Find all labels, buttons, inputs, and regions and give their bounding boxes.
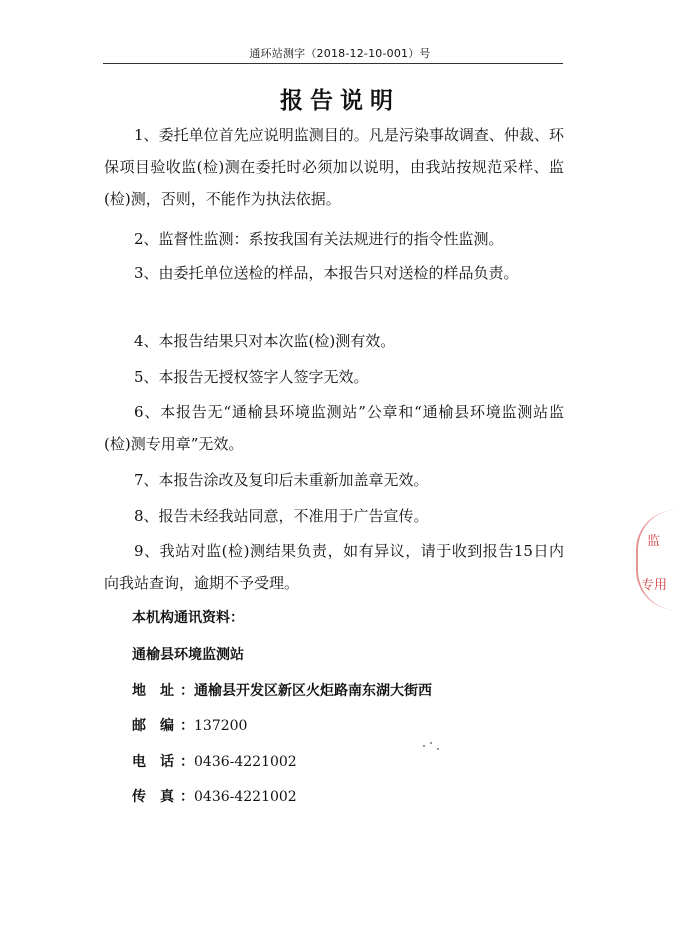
list-item-8: 8、报告未经我站同意，不准用于广告宣传。 bbox=[134, 507, 429, 525]
phone-label: 电 话 bbox=[132, 754, 174, 770]
list-item-6: 6、本报告无“通榆县环境监测站”公章和“通榆县环境监测站监(检)测专用章”无效。 bbox=[104, 403, 564, 453]
list-item-3: 3、由委托单位送检的样品，本报告只对送检的样品负责。 bbox=[134, 264, 519, 282]
list-item-1: 1、委托单位首先应说明监测目的。凡是污染事故调查、仲裁、环保项目验收监(检)测在委托时必须加以说明，由我站按规范采样、监(检)测，否则，不能作为执法依据。 bbox=[104, 126, 564, 208]
list-item-9: 9、我站对监(检)测结果负责，如有异议，请于收到报告15日内向我站查询，逾期不予受理。 bbox=[104, 542, 564, 592]
stamp-text-bottom: 专用 bbox=[641, 578, 668, 593]
contact-heading: 本机构通讯资料： bbox=[132, 610, 244, 626]
postcode-value: 137200 bbox=[194, 718, 248, 734]
header-divider bbox=[103, 63, 563, 64]
scan-speck bbox=[437, 748, 439, 750]
list-item-7: 7、本报告涂改及复印后未重新加盖章无效。 bbox=[134, 471, 429, 489]
scan-speck bbox=[423, 745, 425, 747]
stamp-fragment bbox=[636, 510, 680, 610]
phone-value: 0436-4221002 bbox=[194, 754, 297, 770]
postcode-row: 邮 编 ：137200 bbox=[132, 715, 247, 735]
document-number: 通环站测字（2018-12-10-001）号 bbox=[249, 47, 431, 60]
phone-row: 电 话 ：0436-4221002 bbox=[132, 751, 297, 771]
list-item-2: 2、监督性监测：系按我国有关法规进行的指令性监测。 bbox=[134, 230, 504, 248]
postcode-label: 邮 编 bbox=[132, 718, 174, 734]
scan-speck bbox=[430, 742, 432, 744]
page-title: 报告说明 bbox=[280, 87, 400, 114]
address-value: 通榆县开发区新区火炬路南东湖大街西 bbox=[194, 683, 432, 699]
list-item-5: 5、本报告无授权签字人签字无效。 bbox=[134, 368, 369, 386]
fax-row: 传 真 ：0436-4221002 bbox=[132, 786, 297, 806]
fax-label: 传 真 bbox=[132, 789, 174, 805]
list-item-4: 4、本报告结果只对本次监(检)测有效。 bbox=[134, 332, 396, 350]
address-label: 地 址 bbox=[132, 683, 174, 699]
org-name: 通榆县环境监测站 bbox=[132, 647, 244, 663]
fax-value: 0436-4221002 bbox=[194, 789, 297, 805]
stamp-text-top: 监 bbox=[647, 534, 661, 549]
address-row: 地 址 ：通榆县开发区新区火炬路南东湖大街西 bbox=[132, 680, 432, 700]
